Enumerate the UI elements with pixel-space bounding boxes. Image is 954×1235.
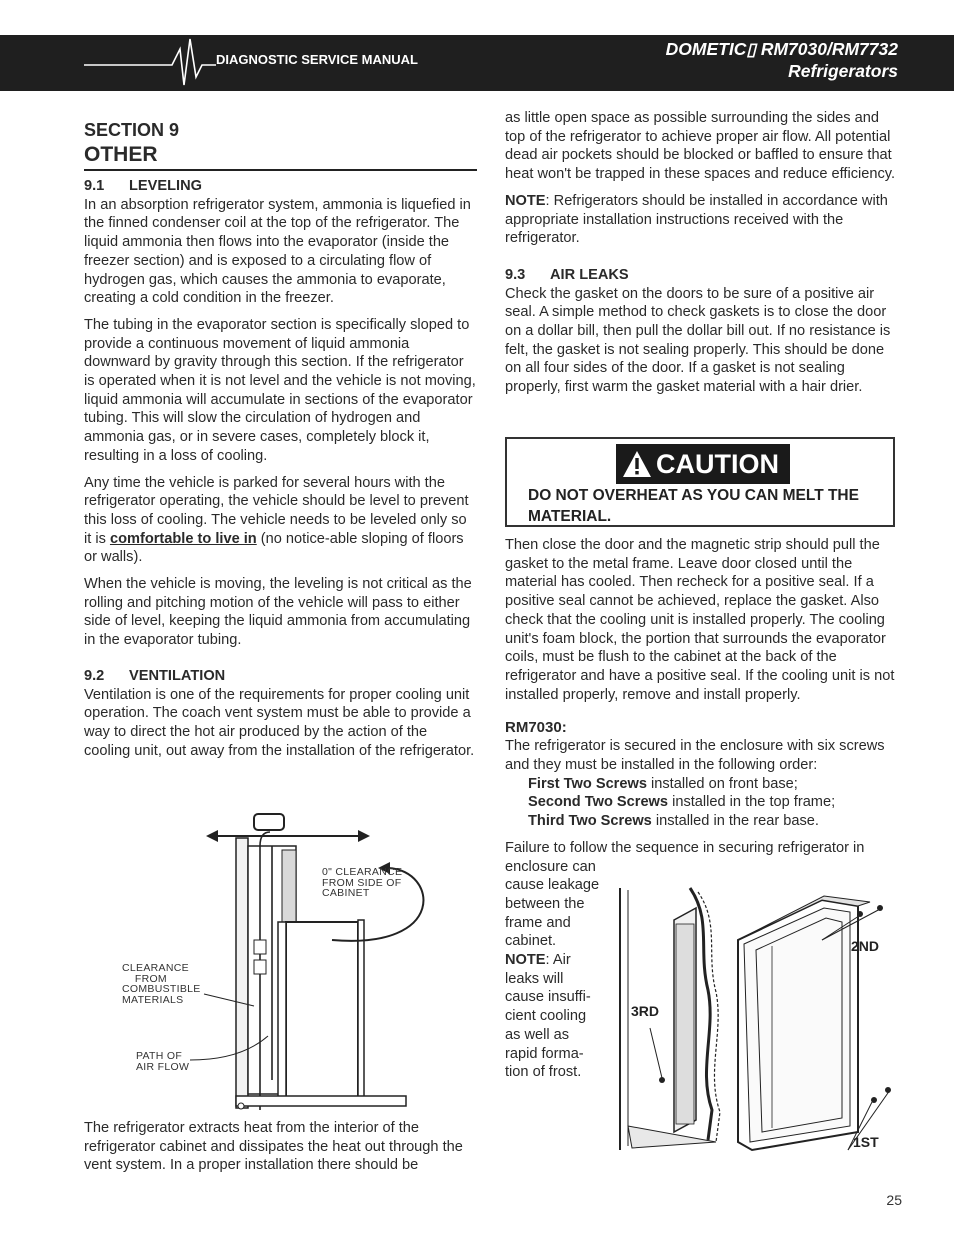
- subheading-number: 9.3: [505, 266, 526, 283]
- left-column: [84, 119, 477, 768]
- subheading-title: LEVELING: [129, 178, 202, 194]
- leveling-paragraph-3: [84, 474, 477, 568]
- leveling-paragraph-4: When the vehicle is moving, the leveling is not critical as the rolling and pitching motion of the vehicle will pass to either side of level, keeping the liquid ammonia from accumulating in the evaporator tubing.: [84, 576, 472, 649]
- comfortable-emphasis: comfortable to live in: [109, 530, 257, 547]
- ventilation-paragraph-3: as little open space as possible surrounding the sides and top of the refrigerator to achieve proper air flow. All potential dead air pockets should be blocked or baffled to ensure that heat won't be trapped in these spaces and reduce efficiency.: [505, 110, 896, 183]
- failure-rest-1: enclosure can: [505, 858, 596, 875]
- header-banner: [0, 35, 954, 91]
- rm7030-note-line-3: cause insuffi-: [505, 989, 591, 1006]
- rm7030-note-line-6: rapid forma-: [505, 1045, 584, 1062]
- caution-box: [505, 437, 895, 527]
- section-title: OTHER: [84, 141, 477, 171]
- failure-rest-5: cabinet.: [505, 933, 557, 950]
- failure-rest-2: cause leakage: [505, 877, 600, 894]
- rm7030-note-line-7: tion of frost.: [505, 1064, 582, 1081]
- label-2nd: 2ND: [851, 938, 880, 954]
- ventilation-figure: [118, 810, 428, 1115]
- ventilation-paragraph-2: The refrigerator extracts heat from the interior of the refrigerator cabinet and dissipates the heat out through the vent system. In a proper installation there should be: [84, 1120, 463, 1174]
- caution-text: DO NOT OVERHEAT AS YOU CAN MELT THE MATERIAL.: [528, 487, 859, 525]
- screw-diagram: [612, 880, 912, 1160]
- screw-step-1: [505, 775, 897, 794]
- screw-step-bold: Third Two Screws: [528, 813, 652, 830]
- leveling-paragraph-2: The tubing in the evaporator section is specifically sloped to provide a continuous movement of liquid ammonia downward by gravity through this section. If the refrigerator is operated when it is not level and the vehicle is not moving, liquid ammonia will accumulate in sections of the evaporator tubing. This will slow the circulation of hydrogen and ammonia gas, or in severe cases, completely block it, resulting in a loss of cooling.: [84, 316, 476, 464]
- failure-rest-4: frame and: [505, 914, 571, 931]
- rm7030-intro: The refrigerator is secured in the enclosure with six screws and they must be installed in the following order:: [505, 738, 885, 774]
- ventilation-paragraph-1: Ventilation is one of the requirements for proper cooling unit operation. The coach vent system must be able to provide a way to direct the hot air produced by the action of the cooling unit, out away from the installation of the refrigerator.: [84, 686, 475, 759]
- screw-step-text: installed on front base;: [646, 775, 798, 792]
- manual-label: DIAGNOSTIC SERVICE MANUAL: [216, 52, 418, 67]
- screw-step-text: installed in the top frame;: [668, 794, 836, 811]
- page-number: 25: [886, 1192, 902, 1208]
- leveling-text: (no notice-able sloping of floors or walls).: [84, 530, 464, 566]
- note-label: NOTE: [505, 192, 546, 209]
- screw-step-text: installed in the rear base.: [651, 813, 819, 830]
- section-number: SECTION 9: [84, 120, 180, 140]
- left-column-bottom: [84, 1119, 477, 1183]
- note-text: : Refrigerators should be installed in accordance with appropriate installation instructions received with the refrigerator.: [505, 192, 888, 247]
- subheading-ventilation: [84, 667, 477, 686]
- caution-badge: [616, 444, 790, 484]
- rm7030-note-line-2: leaks will: [505, 970, 564, 987]
- screw-step-bold: First Two Screws: [528, 775, 647, 792]
- right-column: [505, 109, 897, 405]
- clearance-side-label: 0" CLEARANCE FROM SIDE OF CABINET: [322, 866, 403, 899]
- subheading-air-leaks: [505, 266, 897, 285]
- screw-step-bold: Second Two Screws: [528, 794, 669, 811]
- document-title-line1: DOMETIC▯ RM7030/RM7732: [665, 39, 898, 59]
- warning-triangle-icon: [622, 450, 652, 478]
- caution-word: CAUTION: [656, 449, 779, 479]
- rm7030-heading: RM7030:: [505, 719, 567, 737]
- ventilation-note: [505, 192, 897, 248]
- failure-rest-3: between the: [505, 895, 585, 912]
- leveling-paragraph-1: In an absorption refrigerator system, ammonia is liquefied in the finned condenser coil at the top of the refrigerator. The liquid ammonia then flows into the evaporator (inside the freezer section) and is exposed to a circulating flow of hydrogen gas, which causes the ammonia to evaporate, creating a cold condition in the freezer.: [84, 196, 471, 307]
- subheading-title: AIR LEAKS: [550, 266, 629, 283]
- air-leaks-paragraph-1: Check the gasket on the doors to be sure of a positive air seal. A simple method to check gaskets is to close the door on a dollar bill, then pull the dollar bill out. If no resistance is felt, the gasket is not sealing properly. This should be done on all four sides of the door. If a gasket is not sealing properly, first warm the gasket material with a hair drier.: [505, 285, 891, 396]
- subheading-number: 9.2: [84, 667, 105, 684]
- airflow-label: PATH OF AIR FLOW: [136, 1050, 190, 1073]
- rm7030-note-line-4: cient cooling: [505, 1008, 587, 1025]
- screw-step-2: [505, 793, 897, 812]
- leveling-text: Any time the vehicle is parked for several hours with the refrigerator operating, the vehicle should be level to prevent this loss of cooling. The vehicle needs to be leveled only so it is: [84, 474, 469, 547]
- subheading-leveling: [84, 177, 477, 196]
- document-title-line2: Refrigerators: [788, 61, 898, 81]
- failure-line: Failure to follow the sequence in securing refrigerator in: [505, 839, 865, 856]
- pulse-line-icon: [80, 35, 220, 91]
- combustible-label: CLEARANCE FROM COMBUSTIBLE MATERIALS: [122, 962, 201, 1006]
- subheading-number: 9.1: [84, 178, 105, 194]
- label-1st: 1ST: [853, 1134, 879, 1150]
- air-leaks-paragraph-2: Then close the door and the magnetic strip should pull the gasket to the metal frame. Leave door closed until the material has cooled. Then recheck for a positive seal. If a positive seal cannot be achieved, replace the gasket. Also check that the cooling unit is installed properly. The cooling unit's foam block, the portion that surrounds the evaporator coils, must be flush to the cabinet at the back of the refrigerator and have a positive seal. If the cooling unit is not installed properly, remove and install properly.: [505, 537, 895, 703]
- note-text: : Air: [545, 952, 571, 969]
- screw-figure: [612, 880, 912, 1160]
- label-3rd: 3RD: [631, 1003, 660, 1019]
- document-title: [666, 38, 898, 82]
- screw-step-3: [505, 812, 897, 831]
- rm7030-note-line-5: as well as: [505, 1026, 570, 1043]
- note-label: NOTE: [505, 952, 546, 969]
- subheading-title: VENTILATION: [129, 667, 226, 684]
